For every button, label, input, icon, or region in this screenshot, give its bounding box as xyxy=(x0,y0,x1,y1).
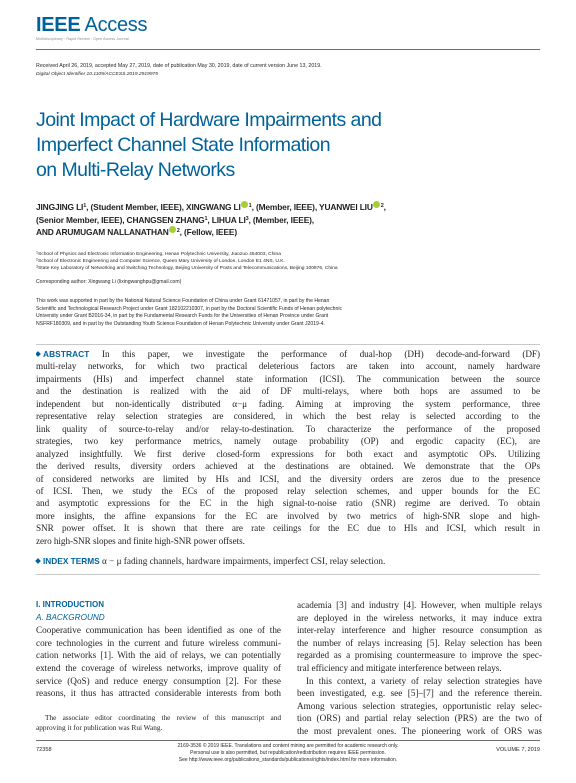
abstract-line: multi-relay networks, for which two practical deleterious factors are taken into account, namely hardware xyxy=(36,361,540,372)
abstract-line: of considered networks are limited by HIs and ICSI, and the diversity orders are zeros due to the presence xyxy=(36,473,540,484)
logo-tagline: Multidisciplinary : Rapid Review : Open Access Journal xyxy=(36,37,129,41)
header-rule xyxy=(36,49,540,50)
affiliation-marker: 3 xyxy=(245,215,249,222)
title-line: Joint Impact of Hardware Impairments and xyxy=(36,109,382,131)
funding-line: University under Grant B2016-34, in part by the Fundamental Research Funds for the Universities of Henan Province under Grant xyxy=(36,313,329,319)
abstract-line: impairments (HIs) and imperfect channel state information (ICSI). The communication between the source xyxy=(36,373,540,384)
affiliations xyxy=(36,251,540,273)
affiliation-number: 1 xyxy=(36,250,38,255)
abstract-line xyxy=(36,348,540,360)
footer-rule xyxy=(36,740,540,741)
body-line: tion (ORS) and partial relay selection (PRS) are the two of xyxy=(297,713,542,724)
right-column xyxy=(297,599,542,738)
affiliation-item xyxy=(36,265,540,272)
affiliation-number: 3 xyxy=(36,264,38,269)
body-line: service (QoS) and reduce energy consumption [2]. For these xyxy=(36,675,281,686)
author-name: (Senior Member, IEEE), CHANGSEN ZHANG xyxy=(36,214,205,225)
orcid-icon[interactable] xyxy=(373,201,380,208)
logo-light-text: Access xyxy=(84,14,148,36)
author-name: AND ARUMUGAM NALLANATHAN xyxy=(36,227,169,237)
author-name: JINGJING LI xyxy=(36,202,84,212)
body-line: cation networks [1]. With the aid of relays, we can potentially xyxy=(36,650,281,661)
index-terms-text: α − μ fading channels, hardware impairments, imperfect CSI, relay selection. xyxy=(99,556,386,566)
author-name: , (Student Member, IEEE), XINGWANG LI xyxy=(86,202,241,212)
body-line: tral efficiency and mitigate interference between relays. xyxy=(297,662,502,673)
affiliation-marker: 1 xyxy=(248,203,252,209)
license-line[interactable]: See http://www.ieee.org/publications_standards/publications/rights/index.html for more information. xyxy=(178,756,398,763)
affiliation-text: School of Electronic Engineering and Computer Science, Queen Mary University of London, London E1 4NS, U.K. xyxy=(38,259,285,265)
author-line xyxy=(36,226,456,239)
author-name: , LIHUA LI xyxy=(207,214,246,225)
body-line: been investigated, e.g. see [5]–[7] and the reference therein. xyxy=(297,688,542,699)
logo-wordmark xyxy=(36,14,196,36)
abstract-line: link quality of source-to-relay and/or relay-to-destination. To characterize the performance of the proposed xyxy=(36,423,540,434)
license-line: 2169-3536 © 2019 IEEE. Translations and content mining are permitted for academic research only. xyxy=(177,743,399,749)
corresponding-author[interactable]: Corresponding author: Xingwang Li (lixingwanghpu@gmail.com) xyxy=(36,279,182,285)
affiliation-marker: 2 xyxy=(380,203,384,209)
affiliation-marker: 1 xyxy=(204,215,208,222)
body-line: regarded as a promising countermeasure to improve the spec- xyxy=(297,650,542,661)
orcid-icon[interactable] xyxy=(241,201,248,208)
affiliation-text: State Key Laboratory of Networking and Switching Technology, Beijing University of Posts and Telecommunications, Beijing 100876, China xyxy=(38,266,338,272)
abstract-line: SNR power offset. It is shown that there are rate ceilings for the EC due to HIs and ICSI, which result in xyxy=(36,523,540,534)
body-line: the most prevalent ones. The pioneering work of ORS was xyxy=(297,725,542,736)
author-name: , (Member, IEEE), YUANWEI LIU xyxy=(251,202,373,212)
funding-line: This work was supported in part by the National Natural Science Foundation of China under Grant 61471057, in part by the Henan xyxy=(36,298,330,304)
abstract-line: the derived results, diversity orders achieved at the destinations are obtained. We demonstrate that the OPs xyxy=(36,461,540,472)
affiliation-item xyxy=(36,251,540,258)
index-terms-label: INDEX TERMS xyxy=(43,556,100,566)
abstract-line: and the destination is realized with the aid of DF multi-relays, where both hops are assumed to be xyxy=(36,386,540,397)
body-line: extend the coverage of wireless networks, improve quality of xyxy=(36,662,281,673)
abstract-label: ABSTRACT xyxy=(43,349,90,359)
body-line: Among various selection strategies, opportunistic relay selec- xyxy=(297,700,542,711)
subsection-heading: A. BACKGROUND xyxy=(36,612,105,622)
funding-line: NSFRF180309, and in part by the Outstanding Youth Science Foundation of Henan Polytechnic University under Grant J2019-4. xyxy=(36,320,325,327)
funding-line: Scientific and Technological Research Project under Grant 182102210307, in part by the Doctoral Scientific Funds of Henan polytechnic xyxy=(36,305,342,312)
paper-title xyxy=(36,108,456,182)
body-line: Cooperative communication has been identified as one of the xyxy=(36,625,281,636)
body-line: the number of relays increasing [5]. Relay selection has been xyxy=(297,637,542,648)
section-heading: I. INTRODUCTION xyxy=(36,600,104,609)
body-line: are deployed in the wireless networks, it may induce extra xyxy=(297,612,542,623)
author-membership: , (Member, IEEE), xyxy=(248,214,314,225)
abstract-line: of ICSI. Then, we study the ECs of the proposed relay selection schemes, and upper bounds for the EC xyxy=(36,485,540,496)
left-column xyxy=(36,599,281,700)
publication-history: Received April 26, 2019, accepted May 27, 2019, date of publication May 30, 2019, date of current version June 13, 2019. xyxy=(36,63,322,69)
doi[interactable] xyxy=(36,71,158,78)
abstract-line: and asymptotic expressions for the EC in the high signal-to-noise ratio (SNR) regime are derived. To obtain xyxy=(36,498,540,509)
footnote-line: The associate editor coordinating the review of this manuscript and xyxy=(45,713,281,722)
body-line: core technologies in the current and future wireless communi- xyxy=(36,637,281,648)
index-terms-rule xyxy=(36,574,540,575)
affiliation-text: School of Physics and Electronic Information Engineering, Henan Polytechnic University, Jiaozuo 454003, China xyxy=(38,252,281,257)
journal-logo[interactable] xyxy=(36,14,196,42)
editor-footnote xyxy=(36,713,281,732)
index-terms xyxy=(36,555,540,567)
abstract-line: representative relay selection strategies are considered, in which the best relay is selected according to the xyxy=(36,411,540,422)
abstract-line: analyzed insightfully. We first derive closed-form expressions for both exact and asymptotic OPs. Utilizing xyxy=(36,448,540,459)
title-line: Imperfect Channel State Information xyxy=(36,133,330,156)
abstract-line: more insights, the affine expansions for the EC are involved by two metrics of high-SNR slope and high- xyxy=(36,510,540,521)
abstract-text: In this paper, we investigate the performance of dual-hop (DH) decode-and-forward (DF) xyxy=(89,349,540,359)
doi-text[interactable]: Digital Object Identifier 10.1109/ACCESS.2019.2919975 xyxy=(36,72,158,77)
diamond-bullet-icon xyxy=(35,558,41,564)
title-line: on Multi-Relay Networks xyxy=(36,158,235,181)
funding-statement xyxy=(36,298,540,328)
body-line: inter-relay interference and higher resource consumption as xyxy=(297,625,542,636)
affiliation-marker: 1 xyxy=(83,203,87,209)
logo-bold-text: IEEE xyxy=(36,14,81,36)
orcid-icon[interactable] xyxy=(169,226,176,233)
body-line: In this context, a variety of relay selection strategies have xyxy=(306,675,542,686)
body-line: academia [3] and industry [4]. However, when multiple relays xyxy=(297,600,542,610)
diamond-bullet-icon xyxy=(36,351,41,357)
abstract xyxy=(36,348,540,547)
affiliation-item xyxy=(36,258,540,265)
author-list xyxy=(36,201,456,239)
author-separator: , xyxy=(383,202,386,212)
body-line: reasons, it thus has attracted considerable interests from both xyxy=(36,688,281,699)
author-membership: , (Fellow, IEEE) xyxy=(179,227,237,237)
author-line xyxy=(36,201,456,214)
abstract-line: independent but non-identically distributed α−μ fading. Aiming at improving the system performance, three xyxy=(36,398,540,409)
author-line xyxy=(36,214,456,227)
license-notice xyxy=(148,743,428,764)
abstract-line: zero high-SNR slopes and finite high-SNR power offsets. xyxy=(36,535,245,546)
affiliation-marker: 2 xyxy=(176,228,180,234)
affiliation-number: 2 xyxy=(36,257,38,262)
license-line: Personal use is also permitted, but republication/redistribution requires IEEE permission. xyxy=(190,749,386,756)
abstract-line: strategies, two key performance metrics, namely outage probability (OP) and ergodic capacity (EC), are xyxy=(36,436,540,447)
volume-label: VOLUME 7, 2019 xyxy=(496,747,540,753)
page-number: 72358 xyxy=(36,747,52,753)
footnote-line: approving it for publication was Rui Wang. xyxy=(36,722,163,732)
